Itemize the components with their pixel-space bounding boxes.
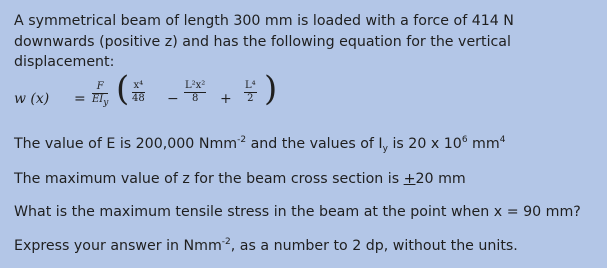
term1-numerator: x⁴: [132, 81, 145, 94]
equation-close-paren: ): [264, 68, 278, 109]
term2-denominator: 8: [191, 93, 199, 105]
equation-lhs: w (x): [14, 90, 50, 107]
prefactor-numerator: F: [92, 82, 108, 95]
term3-numerator: L⁴: [244, 81, 257, 94]
minus-operator: −: [167, 90, 179, 107]
plus-minus-symbol: +: [403, 170, 416, 187]
plus-operator: +: [220, 90, 232, 107]
problem-intro: A symmetrical beam of length 300 mm is loaded with a force of 414 N downwards (positive z) and has the following equation for the vertical displacement:: [14, 13, 514, 71]
equation-open-paren: (: [116, 68, 130, 109]
z-limit-line: The maximum value of z for the beam cross section is +20 mm: [14, 170, 466, 187]
term3-fraction: [244, 81, 257, 105]
term3-denominator: 2: [247, 93, 254, 105]
term2-fraction: [184, 81, 206, 105]
equation-equals: =: [74, 90, 86, 107]
prefactor-fraction: [92, 82, 108, 109]
answer-instruction-line: Express your answer in Nmm$^{-2}$, as a number to 2 dp, without the units.: [14, 237, 518, 255]
term1-denominator: 48: [132, 93, 145, 105]
displacement-equation: [14, 68, 589, 123]
prefactor-denominator: EIy: [92, 94, 109, 109]
term2-numerator: L²x²: [184, 81, 206, 94]
question-line: What is the maximum tensile stress in the beam at the point when x = 90 mm?: [14, 204, 581, 221]
term1-fraction: [132, 81, 145, 105]
material-values-line: The value of E is 200,000 Nmm$^{-2}$ and the values of $I_y$ is 20 x $10^6$ $mm^4$: [14, 134, 506, 154]
